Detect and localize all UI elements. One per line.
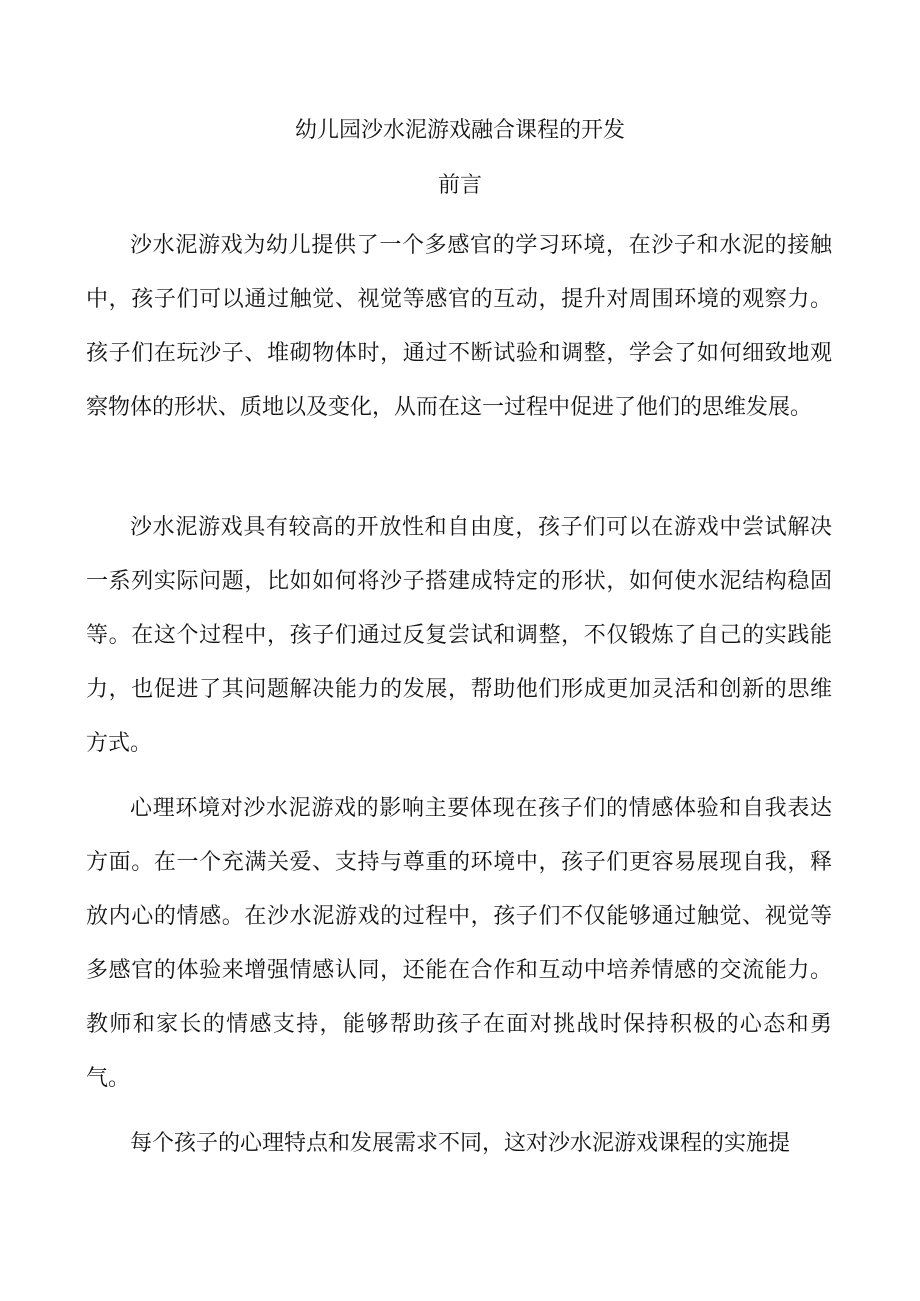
paragraph-3: 心理环境对沙水泥游戏的影响主要体现在孩子们的情感体验和自我表达方面。在一个充满关爱、支持与尊重的环境中，孩子们更容易展现自我，释放内心的情感。在沙水泥游戏的过程中，孩子们不仅能够通过触觉、视觉等多感官的体验来增强情感认同，还能在合作和互动中培养情感的交流能力。教师和家长的情感支持，能够帮助孩子在面对挑战时保持积极的心态和勇气。 — [86, 796, 832, 1091]
section-heading: 前言 — [437, 173, 482, 198]
document-title: 幼儿园沙水泥游戏融合课程的开发 — [294, 118, 625, 143]
paragraph-2: 沙水泥游戏具有较高的开放性和自由度，孩子们可以在游戏中尝试解决一系列实际问题，比如如何将沙子搭建成特定的形状，如何使水泥结构稳固等。在这个过程中，孩子们通过反复尝试和调整，不仅锻炼了自己的实践能力，也促进了其问题解决能力的发展，帮助他们形成更加灵活和创新的思维方式。 — [86, 515, 832, 756]
paragraph-4: 每个孩子的心理特点和发展需求不同，这对沙水泥游戏课程的实施提 — [130, 1131, 791, 1156]
paragraph-1: 沙水泥游戏为幼儿提供了一个多感官的学习环境，在沙子和水泥的接触中，孩子们可以通过触觉、视觉等感官的互动，提升对周围环境的观察力。孩子们在玩沙子、堆砌物体时，通过不断试验和调整，学会了如何细致地观察物体的形状、质地以及变化，从而在这一过程中促进了他们的思维发展。 — [86, 233, 832, 420]
